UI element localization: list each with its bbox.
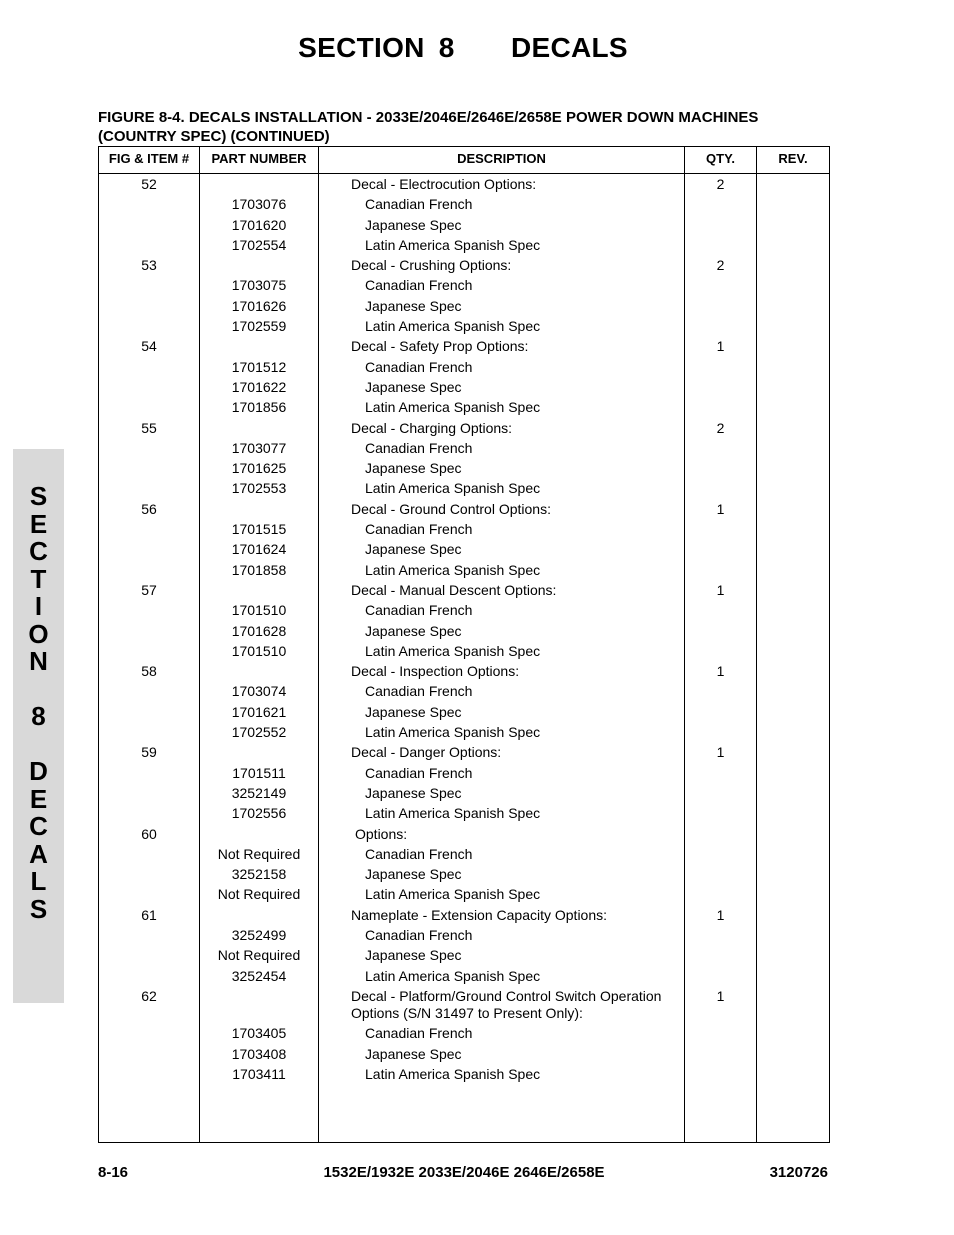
description-line: Canadian French	[365, 602, 473, 619]
part-number: 1701626	[231, 297, 287, 314]
part-number: 1703076	[231, 196, 287, 213]
item-number: 60	[141, 825, 157, 842]
table-row	[99, 864, 829, 884]
description-line: Decal - Safety Prop Options:	[351, 338, 529, 355]
col-header-qty: QTY.	[706, 151, 735, 166]
quantity: 1	[716, 338, 725, 355]
table-row	[99, 783, 829, 803]
description	[365, 298, 695, 315]
description	[365, 1046, 695, 1063]
table-row	[99, 945, 829, 965]
description-line: Decal - Platform/Ground Control Switch Operation	[351, 987, 662, 1004]
description	[365, 643, 695, 660]
table-row	[99, 255, 829, 275]
doc-number: 3120726	[769, 1164, 828, 1181]
side-tab-letter: T	[30, 563, 47, 594]
description	[351, 744, 681, 761]
description-line: Latin America Spanish Spec	[365, 236, 541, 253]
side-tab-letter: 8	[31, 701, 46, 731]
description	[365, 196, 695, 213]
part-number: 1701622	[231, 378, 287, 395]
table-row	[99, 478, 829, 498]
part-number: 1703075	[231, 277, 287, 294]
side-tab-letter: S	[29, 893, 48, 924]
description-line: Latin America Spanish Spec	[365, 480, 541, 497]
part-number: 1702553	[231, 480, 287, 497]
section-side-tab	[13, 449, 64, 1003]
table-row	[99, 681, 829, 701]
description	[355, 826, 685, 843]
table-row	[99, 418, 829, 438]
side-tab-letter: S	[29, 481, 48, 511]
description	[351, 582, 681, 599]
description	[365, 359, 695, 376]
description-line: Latin America Spanish Spec	[365, 318, 541, 335]
description-line: Decal - Electrocution Options:	[351, 176, 537, 192]
table-row	[99, 194, 829, 214]
table-row	[99, 1044, 829, 1064]
figure-title-line1: FIGURE 8-4. DECALS INSTALLATION - 2033E/2046E/2646E/2658E POWER DOWN MACHINES	[98, 109, 759, 126]
part-number: 3252499	[231, 926, 287, 943]
description-line: Japanese Spec	[365, 378, 462, 395]
col-header-item: FIG & ITEM #	[108, 151, 190, 166]
description-line: Latin America Spanish Spec	[365, 724, 541, 741]
item-number: 53	[141, 257, 157, 274]
description	[351, 501, 681, 518]
description-line: Canadian French	[365, 926, 473, 943]
part-number: Not Required	[217, 886, 301, 903]
description	[365, 947, 695, 964]
description-line: Options (S/N 31497 to Present Only):	[351, 1004, 583, 1021]
part-number: 1701856	[231, 399, 287, 416]
description-line: Canadian French	[365, 683, 473, 700]
description-line: Decal - Charging Options:	[351, 419, 513, 436]
description	[365, 846, 695, 863]
description	[365, 785, 695, 802]
description-line: Decal - Ground Control Options:	[351, 500, 551, 517]
part-number: 1703408	[231, 1045, 287, 1062]
description-line: Japanese Spec	[365, 216, 462, 233]
description-line: Options:	[355, 825, 408, 842]
section-title: SECTION 8 DECALS	[298, 32, 628, 63]
side-tab-letter: I	[34, 591, 43, 621]
table-row	[99, 884, 829, 904]
table-row	[99, 621, 829, 641]
description	[365, 805, 695, 822]
table-row	[99, 458, 829, 478]
item-number: 54	[141, 338, 157, 355]
description-line: Decal - Danger Options:	[351, 744, 502, 761]
table-row	[99, 336, 829, 356]
part-number: Not Required	[217, 947, 301, 964]
table-row	[99, 986, 829, 1024]
description	[365, 562, 695, 579]
description	[351, 176, 681, 193]
table-row	[99, 397, 829, 417]
quantity: 1	[716, 744, 725, 761]
table-row	[99, 580, 829, 600]
figure-title-line2: (COUNTRY SPEC) (CONTINUED)	[98, 128, 330, 145]
table-row	[99, 357, 829, 377]
quantity: 1	[716, 906, 725, 923]
side-tab-letter: A	[29, 838, 48, 869]
col-header-description: DESCRIPTION	[457, 151, 546, 166]
description	[365, 886, 695, 903]
description	[365, 541, 695, 558]
table-row	[99, 377, 829, 397]
description-line: Japanese Spec	[365, 784, 462, 801]
description-line: Japanese Spec	[365, 541, 462, 558]
side-tab-letter: L	[30, 866, 47, 896]
description-line: Japanese Spec	[365, 622, 462, 639]
item-number: 55	[141, 419, 157, 436]
item-number: 52	[141, 176, 157, 192]
table-row	[99, 174, 829, 194]
side-tab-letter: C	[29, 811, 48, 841]
description	[365, 602, 695, 619]
table-row	[99, 905, 829, 925]
description	[351, 420, 681, 437]
quantity: 1	[716, 987, 725, 1004]
description-line: Latin America Spanish Spec	[365, 805, 541, 822]
part-number: 1702554	[231, 236, 287, 253]
item-number: 56	[141, 500, 157, 517]
table-row	[99, 316, 829, 336]
description-line: Latin America Spanish Spec	[365, 886, 541, 903]
parts-table	[98, 146, 830, 1143]
footer-models: 1532E/1932E 2033E/2046E 2646E/2658E	[323, 1164, 605, 1181]
description	[365, 683, 695, 700]
page-number: 8-16	[98, 1164, 129, 1181]
item-number: 58	[141, 663, 157, 680]
description-line: Latin America Spanish Spec	[365, 642, 541, 659]
description-line: Japanese Spec	[365, 1045, 462, 1062]
description-line: Japanese Spec	[365, 703, 462, 720]
description	[365, 318, 695, 335]
side-tab-letter: E	[29, 783, 48, 814]
description-line: Japanese Spec	[365, 866, 462, 883]
quantity: 2	[716, 176, 725, 192]
description-line: Latin America Spanish Spec	[365, 561, 541, 578]
description	[365, 704, 695, 721]
description	[365, 480, 695, 497]
table-row	[99, 966, 829, 986]
table-row	[99, 600, 829, 620]
part-number: 1703411	[232, 1065, 286, 1082]
description-line: Latin America Spanish Spec	[365, 1065, 541, 1082]
description	[365, 623, 695, 640]
part-number: 1701624	[231, 541, 287, 558]
part-number: 1702556	[231, 805, 287, 822]
table-row	[99, 641, 829, 661]
part-number: 1702559	[231, 318, 287, 335]
part-number: 1701510	[231, 602, 287, 619]
description-line: Decal - Manual Descent Options:	[351, 581, 557, 598]
part-number: 3252454	[231, 967, 287, 984]
table-row	[99, 722, 829, 742]
description-line: Canadian French	[365, 1025, 473, 1042]
item-number: 57	[141, 581, 157, 598]
description-line: Decal - Inspection Options:	[351, 663, 520, 680]
part-number: 1701628	[231, 622, 287, 639]
quantity: 1	[716, 581, 725, 598]
table-row	[99, 438, 829, 458]
part-number: 1703077	[231, 439, 287, 456]
description-line: Japanese Spec	[365, 947, 462, 964]
description	[365, 927, 695, 944]
table-row	[99, 742, 829, 762]
table-row	[99, 499, 829, 519]
description	[365, 217, 695, 234]
description	[365, 521, 695, 538]
side-tab-letter: O	[28, 618, 49, 649]
side-tab-letter: E	[29, 508, 48, 539]
description	[365, 460, 695, 477]
table-row	[99, 215, 829, 235]
table-row	[99, 1023, 829, 1043]
description-line: Nameplate - Extension Capacity Options:	[351, 906, 608, 923]
description-line: Latin America Spanish Spec	[365, 399, 541, 416]
part-number: 1701620	[231, 216, 287, 233]
description	[351, 988, 681, 1022]
part-number: 1703405	[231, 1025, 287, 1042]
part-number: 1701512	[231, 358, 287, 375]
table-row	[99, 702, 829, 722]
description-line: Japanese Spec	[365, 460, 462, 477]
quantity: 2	[716, 419, 725, 436]
description	[351, 338, 681, 355]
description-line: Canadian French	[365, 521, 473, 538]
description	[365, 237, 695, 254]
table-row	[99, 235, 829, 255]
part-number: 1701621	[231, 703, 287, 720]
description	[365, 1066, 695, 1083]
table-row	[99, 661, 829, 681]
description	[365, 968, 695, 985]
table-row	[99, 803, 829, 823]
table-row	[99, 824, 829, 844]
part-number: 3252149	[231, 784, 287, 801]
description	[365, 724, 695, 741]
description	[365, 440, 695, 457]
table-row	[99, 296, 829, 316]
side-tab-letter: C	[29, 536, 48, 566]
table-row	[99, 560, 829, 580]
description	[365, 1025, 695, 1042]
description	[365, 399, 695, 416]
table-row	[99, 539, 829, 559]
description-line: Canadian French	[365, 439, 473, 456]
description	[365, 277, 695, 294]
part-number: 3252158	[231, 866, 287, 883]
part-number: 1701858	[231, 561, 287, 578]
part-number: Not Required	[217, 845, 301, 862]
quantity: 2	[716, 257, 725, 274]
part-number: 1703074	[231, 683, 287, 700]
table-row	[99, 844, 829, 864]
description-line: Canadian French	[365, 358, 473, 375]
description-line: Latin America Spanish Spec	[365, 967, 541, 984]
description	[351, 907, 681, 924]
part-number: 1701625	[231, 460, 287, 477]
description	[365, 765, 695, 782]
part-number: 1701510	[231, 642, 287, 659]
quantity: 1	[716, 663, 725, 680]
description-line: Canadian French	[365, 764, 473, 781]
description	[365, 379, 695, 396]
table-row	[99, 763, 829, 783]
description	[365, 866, 695, 883]
description	[351, 663, 681, 680]
table-body	[99, 174, 829, 1084]
table-row	[99, 925, 829, 945]
part-number: 1702552	[231, 724, 287, 741]
col-header-part-number: PART NUMBER	[211, 151, 307, 166]
description-line: Decal - Crushing Options:	[351, 257, 512, 274]
table-row	[99, 275, 829, 295]
item-number: 62	[141, 987, 157, 1004]
description-line: Canadian French	[365, 196, 473, 213]
side-tab-letter: N	[29, 646, 48, 676]
part-number: 1701515	[231, 521, 287, 538]
description-line: Canadian French	[365, 845, 473, 862]
description-line: Japanese Spec	[365, 297, 462, 314]
description-line: Canadian French	[365, 277, 473, 294]
table-row	[99, 519, 829, 539]
col-header-rev: REV.	[778, 151, 808, 166]
description	[351, 257, 681, 274]
item-number: 59	[141, 744, 157, 761]
side-tab-letter: D	[29, 756, 48, 786]
page-footer	[98, 1164, 830, 1184]
part-number: 1701511	[232, 764, 286, 781]
figure-title	[98, 108, 838, 146]
table-row	[99, 1064, 829, 1084]
item-number: 61	[141, 906, 157, 923]
quantity: 1	[716, 500, 725, 517]
